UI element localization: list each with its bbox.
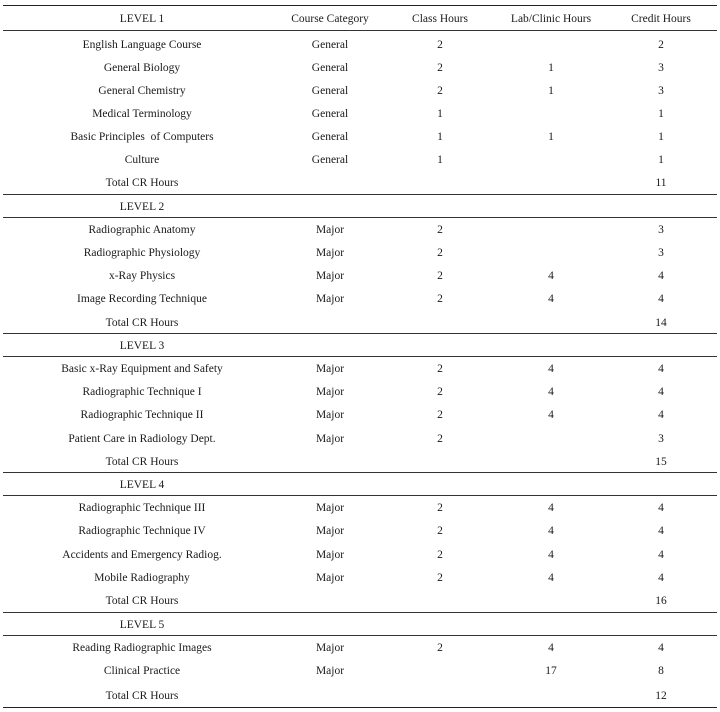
level-heading: LEVEL 5 bbox=[119, 619, 165, 631]
course-category: Major bbox=[315, 386, 345, 398]
level-heading: LEVEL 4 bbox=[119, 479, 165, 491]
course-category: Major bbox=[315, 525, 345, 537]
section-divider bbox=[3, 472, 717, 473]
course-name: Radiographic Technique IV bbox=[78, 525, 206, 537]
lab-clinic-hours: 1 bbox=[548, 85, 554, 97]
credit-hours: 8 bbox=[658, 665, 664, 677]
course-name: Basic x-Ray Equipment and Safety bbox=[61, 363, 223, 375]
lab-clinic-hours: 17 bbox=[545, 665, 557, 677]
lab-clinic-hours: 4 bbox=[548, 642, 554, 654]
course-category: Major bbox=[315, 502, 345, 514]
course-name: English Language Course bbox=[82, 39, 202, 51]
course-name: General Biology bbox=[103, 62, 181, 74]
total-credit-hours: 12 bbox=[655, 690, 667, 702]
lab-clinic-hours: 4 bbox=[548, 270, 554, 282]
section-divider bbox=[3, 194, 717, 195]
class-hours: 2 bbox=[437, 270, 443, 282]
course-category: Major bbox=[315, 433, 345, 445]
class-hours: 2 bbox=[437, 62, 443, 74]
total-label: Total CR Hours bbox=[105, 177, 179, 189]
class-hours: 2 bbox=[437, 224, 443, 236]
credit-hours: 2 bbox=[658, 39, 664, 51]
course-category: Major bbox=[315, 549, 345, 561]
class-hours: 2 bbox=[437, 293, 443, 305]
course-name: Accidents and Emergency Radiog. bbox=[62, 549, 222, 561]
level-heading: LEVEL 2 bbox=[119, 201, 165, 213]
class-hours: 2 bbox=[437, 502, 443, 514]
section-divider bbox=[3, 612, 717, 613]
total-label: Total CR Hours bbox=[105, 690, 179, 702]
lab-clinic-hours: 1 bbox=[548, 131, 554, 143]
course-category: General bbox=[311, 39, 349, 51]
class-hours: 2 bbox=[437, 549, 443, 561]
credit-hours: 3 bbox=[658, 433, 664, 445]
course-category: Major bbox=[315, 247, 345, 259]
credit-hours: 4 bbox=[658, 270, 664, 282]
course-category: Major bbox=[315, 224, 345, 236]
course-category: Major bbox=[315, 293, 345, 305]
total-credit-hours: 14 bbox=[655, 317, 667, 329]
course-name: Image Recording Technique bbox=[77, 293, 207, 305]
class-hours: 2 bbox=[437, 409, 443, 421]
course-category: General bbox=[311, 131, 349, 143]
class-hours: 2 bbox=[437, 85, 443, 97]
header-credit-hours: Credit Hours bbox=[631, 13, 691, 25]
credit-hours: 4 bbox=[658, 642, 664, 654]
table-bottom-border bbox=[3, 707, 717, 708]
class-hours: 2 bbox=[437, 386, 443, 398]
lab-clinic-hours: 4 bbox=[548, 409, 554, 421]
class-hours: 1 bbox=[437, 108, 443, 120]
credit-hours: 4 bbox=[658, 386, 664, 398]
lab-clinic-hours: 4 bbox=[548, 293, 554, 305]
section-divider bbox=[3, 217, 717, 218]
course-category: Major bbox=[315, 665, 345, 677]
section-divider bbox=[3, 333, 717, 334]
course-name: Patient Care in Radiology Dept. bbox=[68, 433, 216, 445]
credit-hours: 3 bbox=[658, 85, 664, 97]
lab-clinic-hours: 4 bbox=[548, 386, 554, 398]
lab-clinic-hours: 4 bbox=[548, 502, 554, 514]
course-category: General bbox=[311, 108, 349, 120]
course-name: x-Ray Physics bbox=[108, 270, 176, 282]
total-credit-hours: 16 bbox=[655, 595, 667, 607]
course-name: General Chemistry bbox=[98, 85, 186, 97]
class-hours: 2 bbox=[437, 572, 443, 584]
section-divider bbox=[3, 635, 717, 636]
credit-hours: 1 bbox=[658, 108, 664, 120]
course-name: Clinical Practice bbox=[103, 665, 181, 677]
course-name: Basic Principles of Computers bbox=[70, 131, 214, 143]
class-hours: 2 bbox=[437, 525, 443, 537]
credit-hours: 1 bbox=[658, 154, 664, 166]
level-heading: LEVEL 3 bbox=[119, 340, 165, 352]
course-category: General bbox=[311, 62, 349, 74]
course-name: Radiographic Technique II bbox=[80, 409, 204, 421]
header-level-1: LEVEL 1 bbox=[119, 13, 165, 25]
course-category: General bbox=[311, 154, 349, 166]
total-label: Total CR Hours bbox=[105, 456, 179, 468]
class-hours: 2 bbox=[437, 247, 443, 259]
course-name: Mobile Radiography bbox=[94, 572, 190, 584]
credit-hours: 3 bbox=[658, 247, 664, 259]
credit-hours: 3 bbox=[658, 62, 664, 74]
course-name: Reading Radiographic Images bbox=[72, 642, 212, 654]
header-class-hours: Class Hours bbox=[412, 13, 468, 25]
credit-hours: 1 bbox=[658, 131, 664, 143]
credit-hours: 3 bbox=[658, 224, 664, 236]
course-name: Radiographic Technique III bbox=[78, 502, 206, 514]
section-divider bbox=[3, 495, 717, 496]
course-category: Major bbox=[315, 572, 345, 584]
credit-hours: 4 bbox=[658, 363, 664, 375]
section-divider bbox=[3, 356, 717, 357]
class-hours: 1 bbox=[437, 154, 443, 166]
credit-hours: 4 bbox=[658, 502, 664, 514]
lab-clinic-hours: 4 bbox=[548, 572, 554, 584]
lab-clinic-hours: 4 bbox=[548, 549, 554, 561]
total-credit-hours: 11 bbox=[655, 177, 667, 189]
course-name: Radiographic Physiology bbox=[83, 247, 201, 259]
credit-hours: 4 bbox=[658, 293, 664, 305]
course-name: Radiographic Anatomy bbox=[88, 224, 196, 236]
lab-clinic-hours: 4 bbox=[548, 525, 554, 537]
total-credit-hours: 15 bbox=[655, 456, 667, 468]
course-category: Major bbox=[315, 270, 345, 282]
credit-hours: 4 bbox=[658, 549, 664, 561]
header-course-category: Course Category bbox=[291, 13, 369, 25]
table-top-border bbox=[3, 5, 717, 6]
header-divider bbox=[3, 30, 717, 31]
course-category: Major bbox=[315, 642, 345, 654]
class-hours: 2 bbox=[437, 363, 443, 375]
class-hours: 1 bbox=[437, 131, 443, 143]
credit-hours: 4 bbox=[658, 409, 664, 421]
header-lab-clinic-hours: Lab/Clinic Hours bbox=[510, 13, 592, 25]
course-name: Culture bbox=[124, 154, 160, 166]
course-category: General bbox=[311, 85, 349, 97]
course-category: Major bbox=[315, 409, 345, 421]
lab-clinic-hours: 4 bbox=[548, 363, 554, 375]
total-label: Total CR Hours bbox=[105, 317, 179, 329]
credit-hours: 4 bbox=[658, 525, 664, 537]
class-hours: 2 bbox=[437, 642, 443, 654]
class-hours: 2 bbox=[437, 39, 443, 51]
class-hours: 2 bbox=[437, 433, 443, 445]
credit-hours: 4 bbox=[658, 572, 664, 584]
course-name: Radiographic Technique I bbox=[82, 386, 202, 398]
total-label: Total CR Hours bbox=[105, 595, 179, 607]
lab-clinic-hours: 1 bbox=[548, 62, 554, 74]
course-category: Major bbox=[315, 363, 345, 375]
course-name: Medical Terminology bbox=[92, 108, 192, 120]
